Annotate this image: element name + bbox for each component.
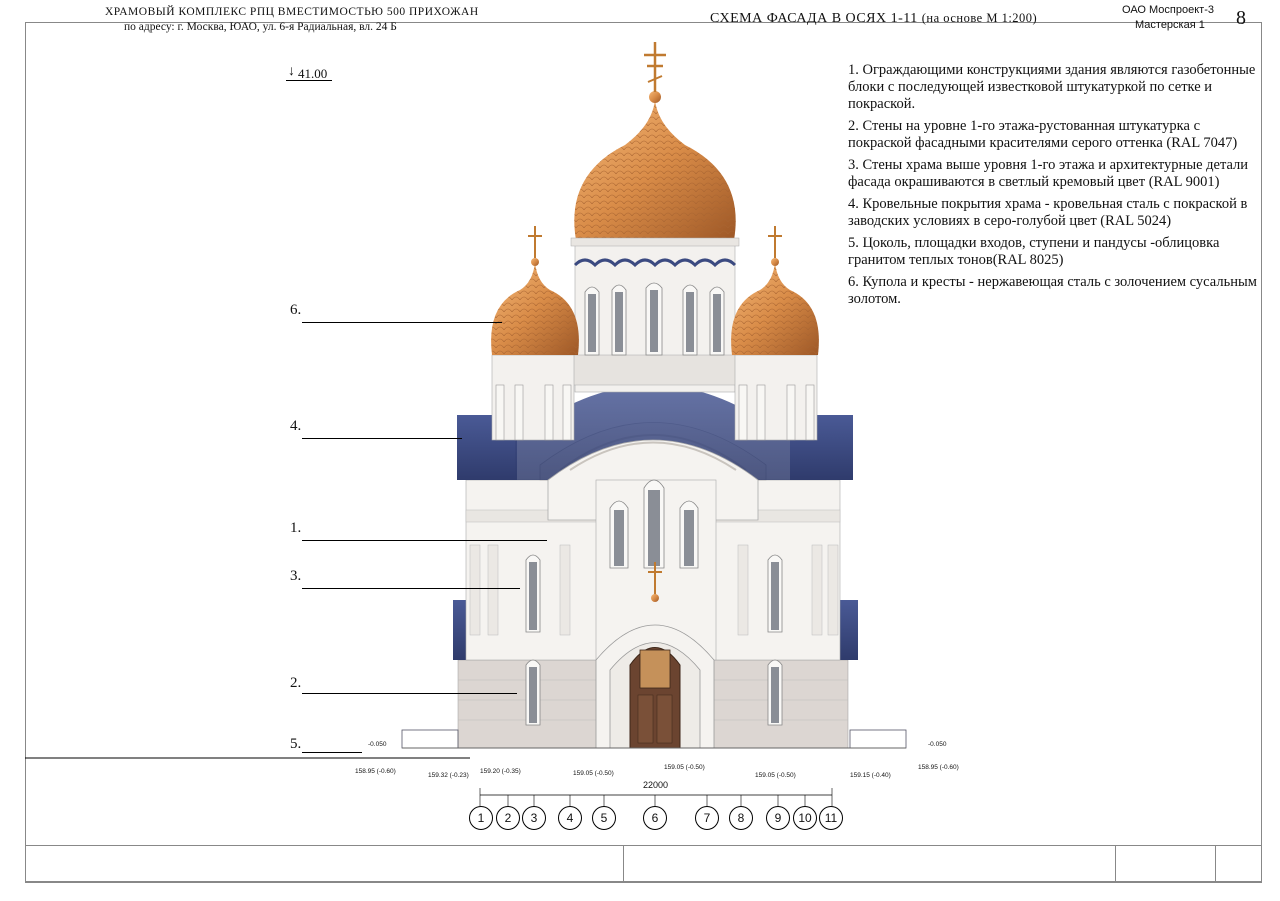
leader-4 bbox=[290, 418, 301, 435]
leader-1 bbox=[290, 520, 301, 537]
elevation-arrow-icon: ↓ bbox=[288, 64, 295, 79]
leader-label: 3. bbox=[290, 568, 302, 584]
level-l7: 159.15 (-0.40) bbox=[850, 772, 891, 779]
level-l8: 158.95 (-0.60) bbox=[918, 764, 959, 771]
leader-3 bbox=[290, 568, 301, 585]
axis-bubble: 10 bbox=[793, 806, 817, 830]
leader-6 bbox=[290, 302, 301, 319]
note-item: 5. Цоколь, площадки входов, ступени и пандусы -облицовка гранитом теплых тонов(RAL 8025) bbox=[848, 235, 1220, 268]
axis-bubble: 1 bbox=[469, 806, 493, 830]
level-l5: 159.05 (-0.50) bbox=[664, 764, 705, 771]
elevation-value: 41.00 bbox=[298, 66, 328, 81]
level-l4: 159.05 (-0.50) bbox=[573, 770, 614, 777]
leader-label: 1. bbox=[290, 520, 302, 536]
level-right-top: -0.050 bbox=[928, 741, 947, 748]
title-block bbox=[25, 845, 1262, 883]
note-item: 3. Стены храма выше уровня 1-го этажа и архитектурные детали фасада окрашиваются в светлый кремовый цвет (RAL 9001) bbox=[848, 157, 1249, 190]
tb-cell-org bbox=[1116, 846, 1216, 882]
overall-dimension: 22000 bbox=[643, 780, 669, 790]
axis-bubble: 3 bbox=[522, 806, 546, 830]
note-item: 2. Стены на уровне 1-го этажа-рустованная штукатурка с покраской фасадными красителями серого оттенка (RAL 7047) bbox=[848, 118, 1238, 151]
level-l6: 159.05 (-0.50) bbox=[755, 772, 796, 779]
axis-bubble: 5 bbox=[592, 806, 616, 830]
axis-bubble: 11 bbox=[819, 806, 843, 830]
page-number: 8 bbox=[1236, 7, 1246, 29]
tb-cell-project bbox=[26, 846, 624, 882]
level-left-top: -0.050 bbox=[368, 741, 387, 748]
notes-list bbox=[848, 62, 1258, 313]
sheet-title-main: СХЕМА ФАСАДА В ОСЯХ 1-11 bbox=[710, 11, 918, 26]
leader-line bbox=[302, 322, 502, 323]
axis-bubble: 7 bbox=[695, 806, 719, 830]
leader-label: 5. bbox=[290, 736, 302, 752]
note-item: 4. Кровельные покрытия храма - кровельная сталь с покраской в заводских условиях в серо-голубой цвет (RAL 5024) bbox=[848, 196, 1248, 229]
leader-label: 4. bbox=[290, 418, 302, 434]
leader-line bbox=[302, 438, 462, 439]
sheet-title-sub: (на основе М 1:200) bbox=[921, 11, 1038, 25]
note-item: 6. Купола и кресты - нержавеющая сталь с золочением сусальным золотом. bbox=[848, 274, 1257, 307]
organization-name: ОАО Моспроект-3 bbox=[1122, 4, 1214, 16]
axis-bubble: 2 bbox=[496, 806, 520, 830]
level-l3: 159.20 (-0.35) bbox=[480, 768, 521, 775]
level-l1: 158.95 (-0.60) bbox=[355, 768, 396, 775]
tb-cell-sheet bbox=[624, 846, 1116, 882]
axis-bubble: 9 bbox=[766, 806, 790, 830]
leader-2 bbox=[290, 675, 301, 692]
leader-5 bbox=[290, 736, 301, 753]
leader-label: 2. bbox=[290, 675, 302, 691]
note-item: 1. Ограждающими конструкциями здания являются газобетонные блоки с последующей известковой штукатуркой по сетке и покраской. bbox=[848, 62, 1256, 112]
sheet-title bbox=[710, 11, 1037, 27]
leader-line bbox=[302, 540, 547, 541]
leader-line bbox=[302, 693, 517, 694]
leader-line bbox=[302, 588, 520, 589]
organization-workshop: Мастерская 1 bbox=[1135, 19, 1205, 31]
project-address: по адресу: г. Москва, ЮАО, ул. 6-я Радиальная, вл. 24 Б bbox=[124, 21, 397, 33]
project-title: ХРАМОВЫЙ КОМПЛЕКС РПЦ ВМЕСТИМОСТЬЮ 500 ПРИХОЖАН bbox=[105, 6, 479, 18]
leader-label: 6. bbox=[290, 302, 302, 318]
leader-line bbox=[302, 752, 362, 753]
axis-bubble: 4 bbox=[558, 806, 582, 830]
axis-bubble: 6 bbox=[643, 806, 667, 830]
level-l2: 159.32 (-0.23) bbox=[428, 772, 469, 779]
axis-bubble: 8 bbox=[729, 806, 753, 830]
